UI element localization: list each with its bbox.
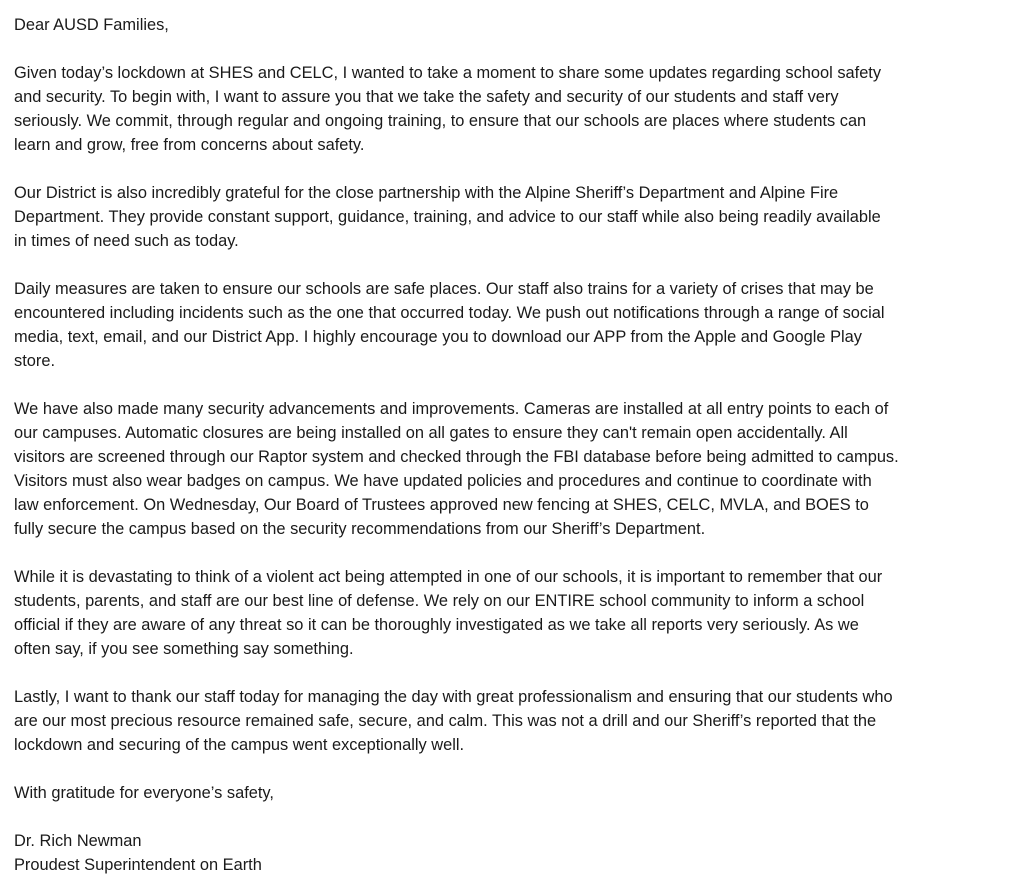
letter-line: fully secure the campus based on the security recommendations from our Sheriff’s Department.	[14, 520, 706, 538]
letter-line: While it is devastating to think of a violent act being attempted in one of our schools, it is important to remember that our	[14, 568, 883, 586]
letter-line: and security. To begin with, I want to assure you that we take the safety and security of our students and staff very	[14, 88, 839, 106]
letter-body	[14, 13, 1010, 877]
letter-line: students, parents, and staff are our best line of defense. We rely on our ENTIRE school community to inform a school	[14, 592, 865, 610]
paragraph-partnership	[14, 181, 1010, 253]
letter-line: official if they are aware of any threat so it can be thoroughly investigated as we take all reports very seriously. As we	[14, 616, 859, 634]
letter-line: media, text, email, and our District App. I highly encourage you to download our APP from the Apple and Google Play	[14, 328, 862, 346]
signature-title: Proudest Superintendent on Earth	[14, 856, 262, 874]
letter-line: seriously. We commit, through regular and ongoing training, to ensure that our schools are places where students can	[14, 112, 867, 130]
letter-line: Lastly, I want to thank our staff today for managing the day with great professionalism and ensuring that our students who	[14, 688, 893, 706]
letter-line: With gratitude for everyone’s safety,	[14, 784, 274, 802]
paragraph-daily-measures	[14, 277, 1010, 373]
signature	[14, 829, 1010, 877]
letter-line: our campuses. Automatic closures are being installed on all gates to ensure they can't remain open accidentally. All	[14, 424, 848, 442]
letter-line: store.	[14, 352, 55, 370]
letter-line: visitors are screened through our Raptor system and checked through the FBI database before being admitted to campus.	[14, 448, 899, 466]
paragraph-community-defense	[14, 565, 1010, 661]
letter-line: are our most precious resource remained safe, secure, and calm. This was not a drill and our Sheriff’s reported that the	[14, 712, 877, 730]
letter-line: Given today’s lockdown at SHES and CELC, I wanted to take a moment to share some updates regarding school safety	[14, 64, 882, 82]
letter-line: in times of need such as today.	[14, 232, 239, 250]
paragraph-security-improvements	[14, 397, 1010, 541]
letter-line: encountered including incidents such as the one that occurred today. We push out notifications through a range of social	[14, 304, 885, 322]
letter-line: learn and grow, free from concerns about safety.	[14, 136, 365, 154]
paragraph-thanks	[14, 685, 1010, 757]
letter-line: Department. They provide constant support, guidance, training, and advice to our staff while also being readily available	[14, 208, 881, 226]
signature-name: Dr. Rich Newman	[14, 832, 142, 850]
letter-line: Dear AUSD Families,	[14, 16, 169, 34]
letter-line: lockdown and securing of the campus went exceptionally well.	[14, 736, 465, 754]
letter-line: Visitors must also wear badges on campus. We have updated policies and procedures and continue to coordinate with	[14, 472, 872, 490]
letter-line: Our District is also incredibly grateful for the close partnership with the Alpine Sheriff’s Department and Alpine Fire	[14, 184, 839, 202]
letter-line: We have also made many security advancements and improvements. Cameras are installed at all entry points to each of	[14, 400, 889, 418]
salutation	[14, 13, 1010, 37]
letter-line: often say, if you see something say something.	[14, 640, 354, 658]
paragraph-lockdown-intro	[14, 61, 1010, 157]
letter-line: law enforcement. On Wednesday, Our Board of Trustees approved new fencing at SHES, CELC, MVLA, and BOES to	[14, 496, 869, 514]
closing	[14, 781, 1010, 805]
letter-line: Daily measures are taken to ensure our schools are safe places. Our staff also trains for a variety of crises that may be	[14, 280, 874, 298]
